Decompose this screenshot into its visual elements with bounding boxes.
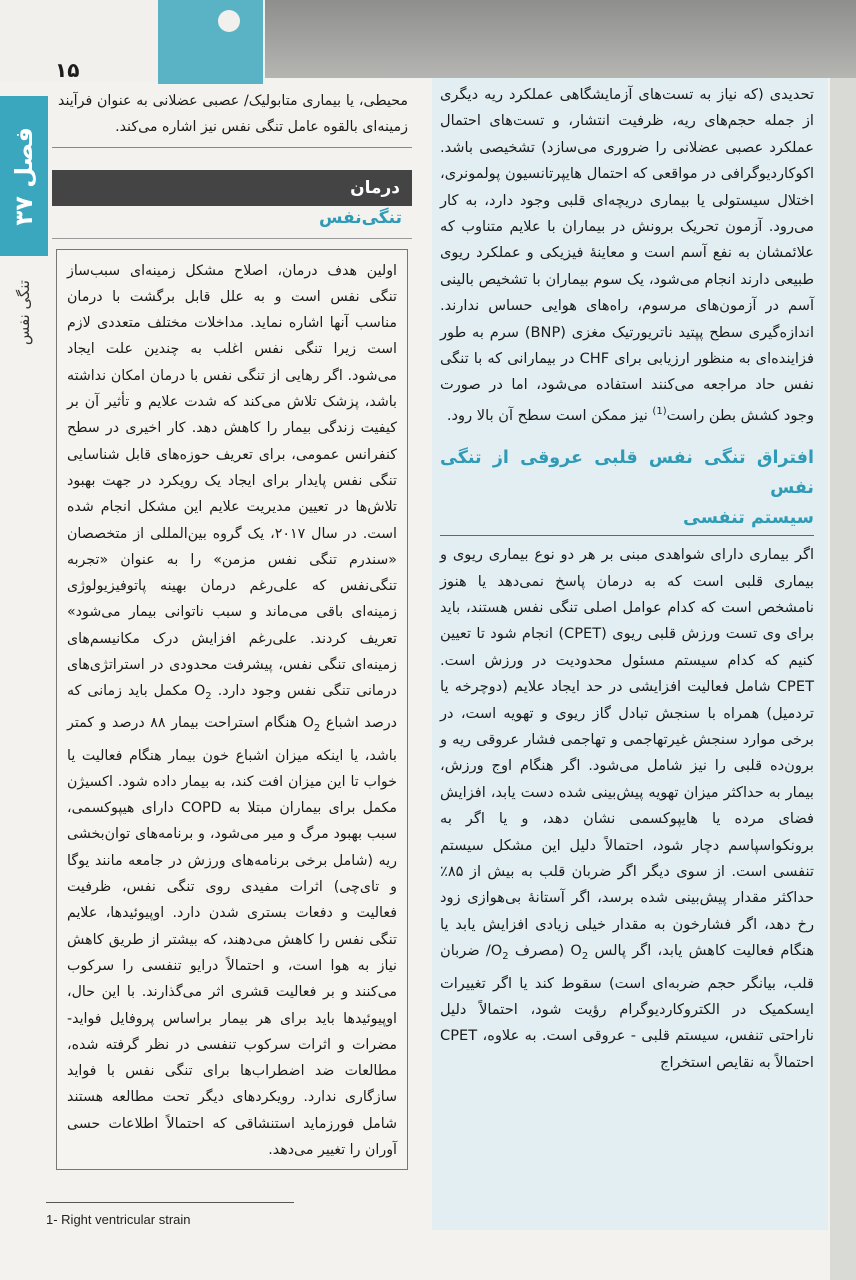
- treatment-paragraph: [67, 258, 397, 1164]
- diagnosis-text: تحدیدی (که نیاز به تست‌های آزمایشگاهی عملکرد ریه دیگری از جمله حجم‌های ریه، ظرفیت انتشار، و تست‌های احتمال عملکرد عصبی عضلانی را ضروری می‌سازد) تشخیصی باشد. اکوکاردیوگرافی در مواقعی که احتمال هایپرتانسیون پولمونری، اختلال سیستولی یا بیماری دریچه‌ای قلبی وجود دارد، به کار می‌رود. آزمون تحریک برونش در بیماران با علایم متناوب که علائمشان به نفع آسم است و معاینهٔ فیزیکی و عملکرد ریوی طبیعی دارند انجام می‌شود، یک سوم بیماران با تشخیص بالینی آسم در آزمون‌های مرسوم، راه‌های هوایی حساس ندارند. اندازه‌گیری سطح پپتید ناتریورتیک مغزی (BNP) سرم به طور فزاینده‌ای به منظور ارزیابی برای CHF در بیمارانی که با تنگی نفس حاد مراجعه می‌کنند استفاده می‌شود، اما در صورت وجود کشش بطن راست: [440, 86, 814, 424]
- footnote-reference: (1): [652, 405, 667, 417]
- left-column: [52, 88, 412, 1184]
- o2-term: $O_2$: [490, 942, 509, 963]
- o2-term: $O_2$: [570, 942, 589, 963]
- running-head-label: تنگی نفس: [15, 280, 33, 346]
- cpet-text-mid: (مصرف: [508, 942, 571, 960]
- divider: [440, 535, 814, 536]
- chapter-tab: [0, 96, 48, 256]
- cpet-text: اگر بیماری دارای شواهدی مبنی بر هر دو نوع بیماری ریوی و بیماری قلبی است که به درمان پاسخ نمی‌دهد یا هنوز نامشخص است که کدام عوامل اصلی تنگی نفس هستند، باید برای وی تست ورزش قلبی ریوی (CPET) انجام شود تا تعیین کنیم که کدام سیستم مسئول محدودیت در ورزش است. CPET شامل فعالیت افزایشی در حد ایجاد علایم (دوچرخه یا تردمیل) همراه با سنجش تبادل گاز ریوی و تهویه است، در برخی موارد سنجش غیرتهاجمی و تهاجمی فشار عروقی ریه و برون‌ده قلبی را نیز شامل می‌شود. اگر هنگام اوج ورزش، بیمار به حداکثر میزان تهویه پیش‌بینی شده دست یابد، افزایش فضای مرده یا هایپوکسمی نشان دهد، و یا اگر به برونکواسپاسم دچار شود، احتمالاً دلیل این مشکل سیستم تنفسی است. از سوی دیگر اگر ضربان قلب به بیش از ۸۵٪ حداکثر مقدار پیش‌بینی شده برسد، اگر آستانهٔ بی‌هوازی زود رخ دهد، اگر فشارخون به مقدار خیلی زیادی افزایش یابد یا هنگام فعالیت کاهش یابد، اگر پالس: [440, 546, 815, 960]
- intro-paragraph: [52, 88, 412, 141]
- footnote: 1- Right ventricular strain: [46, 1212, 191, 1227]
- subsection-title: تنگی‌نفس: [318, 207, 402, 228]
- running-head-vertical: [4, 278, 44, 348]
- diagnosis-paragraph: [440, 82, 814, 429]
- cpet-paragraph: [440, 542, 814, 1076]
- intro-text: محیطی، یا بیماری متابولیک/ عصبی عضلانی به عنوان فرآیند زمینه‌ای بالقوه عامل تنگی نفس نیز اشاره می‌کند.: [58, 93, 408, 136]
- treatment-text-mid: مکمل باید زمانی که درصد اشباع: [67, 683, 397, 732]
- divider: [52, 147, 412, 148]
- treatment-box: [56, 249, 408, 1171]
- subsection-title-line: افتراق تنگی نفس قلبی عروقی از تنگی نفس: [440, 448, 814, 499]
- chapter-tab-label: فصل ۳۷: [10, 126, 38, 226]
- diagnosis-text-end: نیز ممکن است سطح آن بالا رود.: [446, 406, 653, 424]
- footnote-divider: [46, 1202, 294, 1203]
- treatment-text-rest: هنگام استراحت بیمار ۸۸ درصد و کمتر باشد، یا اینکه میزان اشباع خون بیمار هنگام فعالیت یا خواب تا این میزان افت کند، به بیمار داده شود. اکسیژن مکمل برای بیماران مبتلا به COPD دارای هیپوکسمی، سبب بهبود مرگ و میر می‌شود، و برنامه‌های توان‌بخشی ریه (شامل برخی برنامه‌های ورزش در جامعه مانند یوگا و تای‌چی) اثرات مفیدی روی تنگی نفس، ظرفیت فعالیت و دفعات بستری شدن دارد. اوپیوئیدها، علایم تنگی نفس را کاهش می‌دهند، که بیشتر از طریق کاهش نیاز به هوا است، و احتمالاً درایو تنفسی را سرکوب می‌کنند و بر فعالیت قشری اثر می‌گذارند. با این حال، اوپیوئیدها باید برای هر بیمار براساس پروفایل فواید-مضرات و اثرات سرکوب تنفسی در نظر گرفته شده، مطالعات ضد اضطراب‌ها برای تنگی نفس با فواید سازگاری ندارد. رویکردهای دیگر تحت مطالعه هستند شامل فورزماید استنشاقی که احتمالاً اطلاعات حسی آوران را تغییر می‌دهد.: [67, 715, 397, 1159]
- subsection-title: [440, 443, 814, 533]
- o2-term: $O_2$: [194, 683, 212, 703]
- subsection-title-line: سیستم تنفسی: [683, 508, 814, 529]
- o2-term: $O_2$: [302, 715, 321, 735]
- decorative-splash: [158, 0, 263, 84]
- right-column: [432, 78, 828, 1230]
- page-number: ۱۵: [55, 58, 80, 82]
- cpet-text-rest: / ضربان قلب، بیانگر حجم ضربه‌ای است) سقوط کند یا اگر تغییرات ایسکمیک در الکتروکاردیوگرام رؤیت شود، احتمالاً دلیل ناراحتی تنفس، سیستم قلبی - عروقی است. به علاوه، CPET احتمالاً به نقایص استخراج: [440, 942, 814, 1071]
- section-title: درمان: [52, 170, 412, 206]
- treatment-text: اولین هدف درمان، اصلاح مشکل زمینه‌ای سبب‌ساز تنگی نفس است و به علل قابل برگشت با درمان مناسب آنها اشاره نماید. مداخلات مختلف متعددی لازم است زیرا تنگی نفس اغلب به چندین علت ایجاد می‌شود. اگر رهایی از تنگی نفس با درمان امکان نداشته باشد، پزشک تلاش می‌کند که شدت علایم و تأثیر آن بر کیفیت زندگی بیمار را کاهش دهد. کار اخیری در سطح کنفرانس عمومی، برای تعریف حوزه‌های قابل شناسایی تنگی نفس پایدار برای ایجاد یک رویکرد در جهت بهبود تلاش‌ها در تعیین مدیریت علایم این مشکل انجام شده است. در سال ۲۰۱۷، یک گروه بین‌المللی از متخصصان «سندرم تنگی نفس مزمن» را به عنوان «تجربه تنگی‌نفس که علی‌رغم درمان بهینه پاتوفیزیولوژی زمینه‌ای باقی می‌ماند و سبب ناتوانی بیمار می‌شود» تعریف کردند. علی‌رغم افزایش درک مکانیسم‌های زمینه‌ای تنگی نفس، پیشرفت محدودی در استراتژی‌های درمانی تنگی نفس وجود دارد.: [67, 262, 397, 700]
- divider: [52, 238, 412, 239]
